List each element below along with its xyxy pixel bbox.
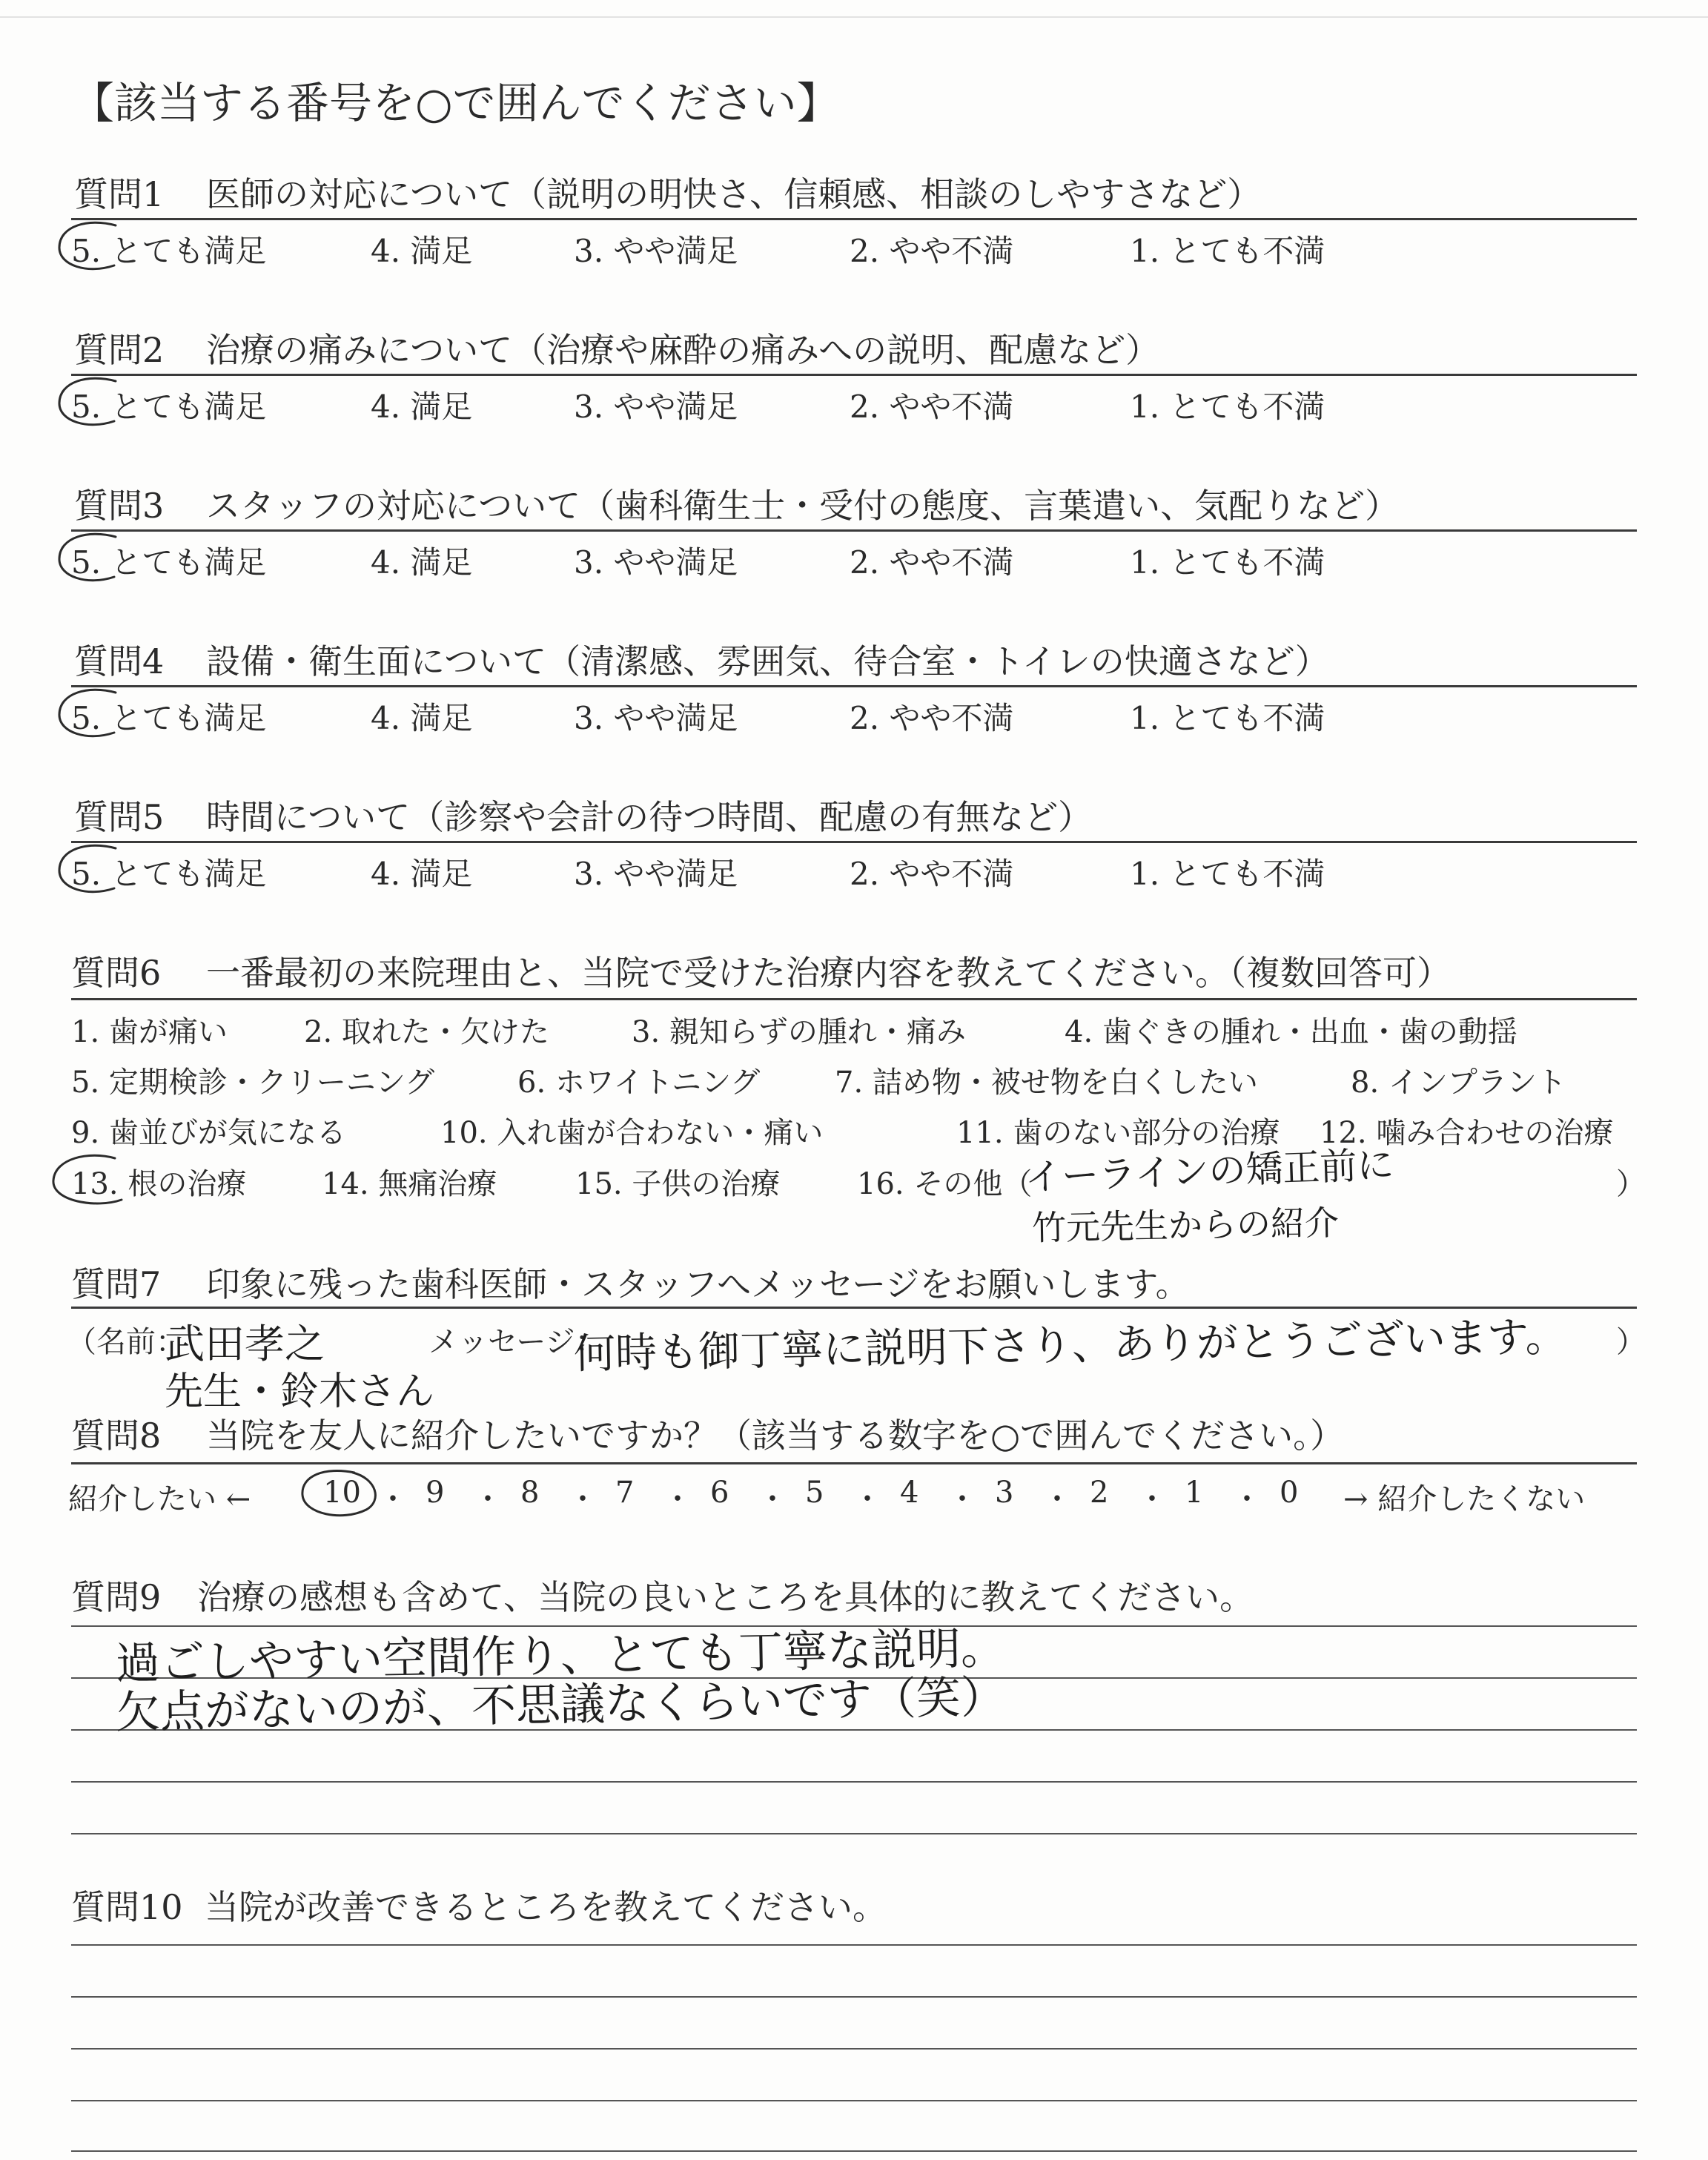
q9-handwritten-1: 過ごしやすい空間作り、とても丁寧な説明。 bbox=[115, 1622, 1006, 1690]
q8-scale-separator: ・ bbox=[473, 1482, 503, 1516]
q9-handwritten-2: 欠点がないのが、不思議なくらいです（笑） bbox=[115, 1671, 1006, 1739]
q3-option-3[interactable]: 3. やや満足 bbox=[574, 544, 738, 581]
q8-left-label: 紹介したい ← bbox=[68, 1482, 251, 1516]
q6-label: 質問6 bbox=[71, 953, 162, 993]
q8-scale-separator: ・ bbox=[1042, 1482, 1072, 1516]
q6-text: 一番最初の来院理由と、当院で受けた治療内容を教えてください。（複数回答可） bbox=[206, 953, 1451, 993]
q5-option-2[interactable]: 2. やや不満 bbox=[850, 856, 1014, 892]
q1-option-3[interactable]: 3. やや満足 bbox=[574, 233, 738, 269]
q5-option-1[interactable]: 1. とても不満 bbox=[1130, 856, 1325, 892]
q6-item-9[interactable]: 9. 歯並びが気になる bbox=[71, 1116, 346, 1150]
q4-option-3[interactable]: 3. やや満足 bbox=[574, 700, 738, 736]
q7-handwritten-name-1: 武田孝之 bbox=[165, 1321, 325, 1367]
q8-scale-separator: ・ bbox=[758, 1482, 787, 1516]
q8-scale-7[interactable]: 7 bbox=[615, 1476, 635, 1510]
q2-text: 治療の痛みについて（治療や麻酔の痛みへの説明、配慮など） bbox=[206, 330, 1160, 370]
q6-item-11[interactable]: 11. 歯のない部分の治療 bbox=[956, 1116, 1280, 1150]
q10-line-4 bbox=[71, 2100, 1637, 2101]
q9-text: 治療の感想も含めて、当院の良いところを具体的に教えてください。 bbox=[197, 1577, 1254, 1617]
q4-option-1[interactable]: 1. とても不満 bbox=[1130, 700, 1325, 736]
q6-item-14[interactable]: 14. 無痛治療 bbox=[322, 1167, 497, 1201]
q9-label: 質問9 bbox=[71, 1577, 162, 1617]
q8-scale-separator: ・ bbox=[568, 1482, 598, 1516]
q7-handwritten-message: 何時も御丁寧に説明下さり、ありがとうございます。 bbox=[573, 1312, 1567, 1378]
q6-item-7[interactable]: 7. 詰め物・被せ物を白くしたい bbox=[835, 1066, 1258, 1100]
q8-scale-1[interactable]: 1 bbox=[1185, 1476, 1204, 1510]
q10-line-5 bbox=[71, 2150, 1637, 2152]
q2-option-1[interactable]: 1. とても不満 bbox=[1130, 389, 1325, 425]
q8-scale-6[interactable]: 6 bbox=[710, 1476, 729, 1510]
q8-scale-5[interactable]: 5 bbox=[805, 1476, 824, 1510]
q6-item-13[interactable]: 13. 根の治療 bbox=[71, 1167, 247, 1201]
q8-scale-4[interactable]: 4 bbox=[900, 1476, 919, 1510]
q9-line-4 bbox=[71, 1781, 1637, 1783]
q6-item-4[interactable]: 4. 歯ぐきの腫れ・出血・歯の動揺 bbox=[1065, 1015, 1517, 1049]
q10-text: 当院が改善できるところを教えてください。 bbox=[205, 1887, 887, 1927]
q6-other-handwritten-2: 竹元先生からの紹介 bbox=[1031, 1202, 1340, 1248]
q10-line-1 bbox=[71, 1944, 1637, 1946]
q1-option-5[interactable]: 5. とても満足 bbox=[71, 233, 267, 269]
q5-label: 質問5 bbox=[74, 797, 165, 837]
q6-item-8[interactable]: 8. インプラント bbox=[1351, 1066, 1566, 1100]
q2-option-4[interactable]: 4. 満足 bbox=[371, 389, 473, 425]
q8-text: 当院を友人に紹介したいですか？（該当する数字を○で囲んでください。） bbox=[206, 1416, 1345, 1456]
q1-selected-circle bbox=[52, 217, 133, 283]
q8-scale-10[interactable]: 10 bbox=[323, 1476, 361, 1510]
q6-item-15[interactable]: 15. 子供の治療 bbox=[575, 1167, 781, 1201]
q4-underline bbox=[71, 685, 1637, 687]
q6-other-handwritten-1: イーラインの矯正前に bbox=[1024, 1143, 1395, 1199]
q6-item-2[interactable]: 2. 取れた・欠けた bbox=[304, 1015, 549, 1049]
q5-option-4[interactable]: 4. 満足 bbox=[371, 856, 473, 892]
q1-option-4[interactable]: 4. 満足 bbox=[371, 233, 473, 269]
q4-option-5[interactable]: 5. とても満足 bbox=[71, 700, 267, 736]
q2-selected-circle bbox=[52, 372, 133, 439]
q6-item-6[interactable]: 6. ホワイトニング bbox=[517, 1066, 761, 1100]
q5-underline bbox=[71, 841, 1637, 843]
q7-name-label: （名前： bbox=[67, 1325, 185, 1359]
q3-option-2[interactable]: 2. やや不満 bbox=[850, 544, 1014, 581]
q1-label: 質問1 bbox=[74, 174, 165, 214]
q2-option-2[interactable]: 2. やや不満 bbox=[850, 389, 1014, 425]
q8-scale-3[interactable]: 3 bbox=[995, 1476, 1014, 1510]
q6-item-5[interactable]: 5. 定期検診・クリーニング bbox=[71, 1066, 435, 1100]
q8-scale-separator: ・ bbox=[1232, 1482, 1262, 1516]
q10-label: 質問10 bbox=[71, 1887, 183, 1927]
q5-text: 時間について（診察や会計の待つ時間、配慮の有無など） bbox=[206, 797, 1093, 837]
q3-selected-circle bbox=[52, 528, 133, 595]
q3-text: スタッフの対応について（歯科衛生士・受付の態度、言葉遣い、気配りなど） bbox=[206, 486, 1400, 526]
q8-scale-separator: ・ bbox=[1137, 1482, 1167, 1516]
q4-option-2[interactable]: 2. やや不満 bbox=[850, 700, 1014, 736]
q8-scale-separator: ・ bbox=[853, 1482, 882, 1516]
q6-item13-circle bbox=[44, 1148, 193, 1215]
q2-option-5[interactable]: 5. とても満足 bbox=[71, 389, 267, 425]
q7-close-paren: ） bbox=[1616, 1325, 1646, 1359]
q8-10-circle bbox=[295, 1465, 399, 1532]
q4-selected-circle bbox=[52, 684, 133, 750]
scan-top-edge bbox=[0, 16, 1708, 18]
q4-label: 質問4 bbox=[74, 641, 165, 681]
q4-text: 設備・衛生面について（清潔感、雰囲気、待合室・トイレの快適さなど） bbox=[206, 641, 1329, 681]
q8-scale-separator: ・ bbox=[663, 1482, 692, 1516]
q7-label: 質問7 bbox=[71, 1264, 162, 1304]
q5-option-5[interactable]: 5. とても満足 bbox=[71, 856, 267, 892]
q6-item-1[interactable]: 1. 歯が痛い bbox=[71, 1015, 228, 1049]
q6-item-12[interactable]: 12. 噛み合わせの治療 bbox=[1320, 1116, 1614, 1150]
q10-line-3 bbox=[71, 2048, 1637, 2050]
q7-handwritten-name-2: 先生・鈴木さん bbox=[165, 1370, 435, 1414]
q6-item-16[interactable]: 16. その他（ bbox=[857, 1167, 1033, 1201]
q8-scale-9[interactable]: 9 bbox=[426, 1476, 445, 1510]
q6-other-close: ） bbox=[1616, 1167, 1646, 1201]
q1-text: 医師の対応について（説明の明快さ、信頼感、相談のしやすさなど） bbox=[206, 174, 1262, 214]
q2-underline bbox=[71, 374, 1637, 376]
q1-option-2[interactable]: 2. やや不満 bbox=[850, 233, 1014, 269]
q3-option-1[interactable]: 1. とても不満 bbox=[1130, 544, 1325, 581]
q8-scale-2[interactable]: 2 bbox=[1090, 1476, 1109, 1510]
q8-right-label: → 紹介したくない bbox=[1343, 1482, 1586, 1516]
q1-underline bbox=[71, 218, 1637, 220]
q6-item-10[interactable]: 10. 入れ歯が合わない・痛い bbox=[440, 1116, 824, 1150]
q1-option-1[interactable]: 1. とても不満 bbox=[1130, 233, 1325, 269]
q7-message-label: メッセージ： bbox=[428, 1325, 605, 1359]
q9-line-5 bbox=[71, 1833, 1637, 1834]
q8-scale-0[interactable]: 0 bbox=[1280, 1476, 1299, 1510]
q8-scale-8[interactable]: 8 bbox=[520, 1476, 540, 1510]
q2-option-3[interactable]: 3. やや満足 bbox=[574, 389, 738, 425]
q5-selected-circle bbox=[52, 839, 133, 906]
q3-underline bbox=[71, 529, 1637, 532]
q6-item-3[interactable]: 3. 親知らずの腫れ・痛み bbox=[632, 1015, 966, 1049]
q8-scale-separator: ・ bbox=[378, 1482, 408, 1516]
q3-option-5[interactable]: 5. とても満足 bbox=[71, 544, 267, 581]
q8-label: 質問8 bbox=[71, 1416, 162, 1456]
q10-line-2 bbox=[71, 1996, 1637, 1998]
q5-option-3[interactable]: 3. やや満足 bbox=[574, 856, 738, 892]
q2-label: 質問2 bbox=[74, 330, 165, 370]
form-title: 【該当する番号を○で囲んでください】 bbox=[71, 78, 840, 128]
q7-text: 印象に残った歯科医師・スタッフへメッセージをお願いします。 bbox=[206, 1264, 1190, 1304]
q8-underline bbox=[71, 1462, 1637, 1464]
q8-scale-separator: ・ bbox=[947, 1482, 977, 1516]
q3-label: 質問3 bbox=[74, 486, 165, 526]
q3-option-4[interactable]: 4. 満足 bbox=[371, 544, 473, 581]
q6-underline bbox=[71, 998, 1637, 1000]
q4-option-4[interactable]: 4. 満足 bbox=[371, 700, 473, 736]
